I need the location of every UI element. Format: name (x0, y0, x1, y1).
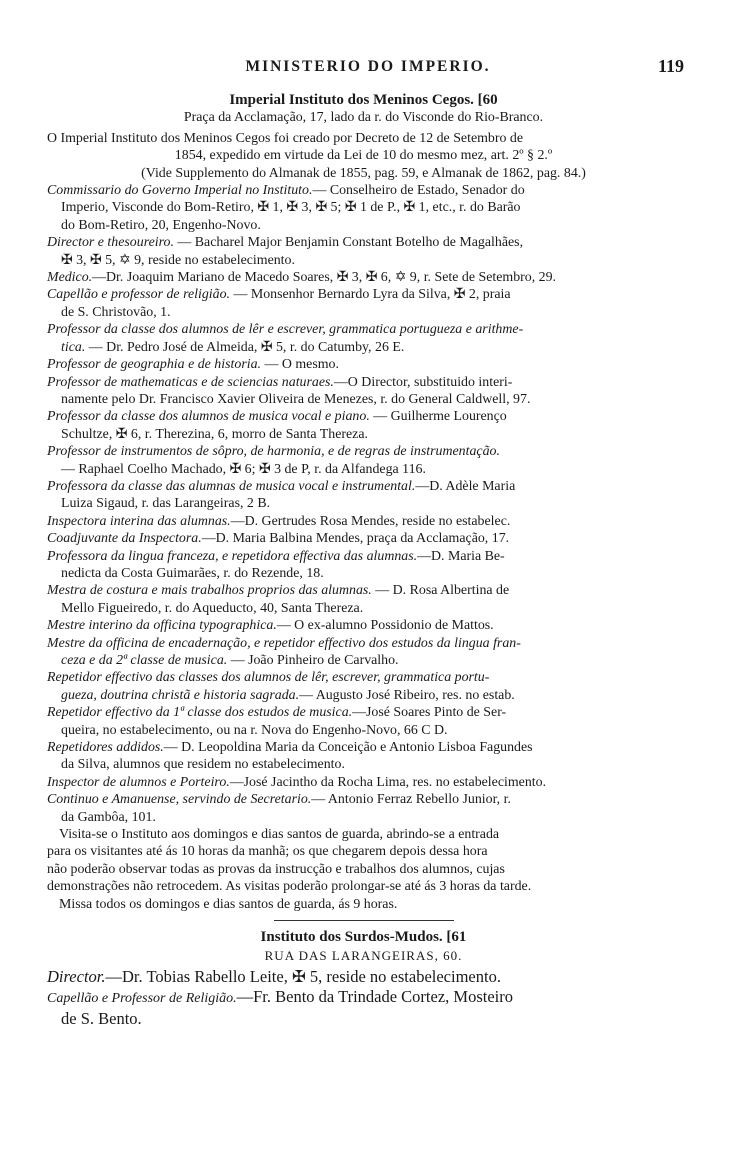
staff-entry (47, 513, 680, 530)
entry-text: — Antonio Ferraz Rebello Junior, r. (311, 792, 511, 808)
entry-label: Coadjuvante da Inspectora. (47, 531, 202, 547)
entry-text: Mello Figueiredo, r. do Aqueducto, 40, Santa Thereza. (61, 600, 364, 616)
entry-label: tica. (61, 339, 86, 355)
entry-text: da Silva, alumnos que residem no estabelecimento. (61, 757, 345, 773)
staff-entry (47, 617, 680, 634)
staff-entry (47, 286, 680, 303)
entry-text: —Fr. Bento da Trindade Cortez, Mosteiro (236, 986, 513, 1006)
entry-label: Inspectora interina das alumnas. (47, 513, 231, 529)
entry-label: Inspector de alumnos e Porteiro. (47, 774, 230, 790)
entry-text: —O Director, substituido interi- (333, 374, 513, 390)
staff-entry (47, 967, 680, 987)
entry-label: Professora da classe das alumnas de musica vocal e instrumental. (47, 478, 416, 494)
entry-text: —D. Gertrudes Rosa Mendes, reside no estabelec. (230, 513, 511, 529)
entry-text: da Gambôa, 101. (61, 809, 156, 825)
entry-text: — D. Rosa Albertina de (375, 583, 510, 599)
entry-label: Medico. (47, 270, 93, 286)
entry-text: — Conselheiro de Estado, Senador do (312, 183, 525, 199)
entry-text: — Guilherme Lourenço (373, 409, 507, 425)
entry-text: de S. Christovão, 1. (61, 304, 171, 320)
entry-label: Director. (47, 966, 106, 986)
staff-entry (47, 234, 680, 251)
visiting-note: Visita-se o Instituto aos domingos e dias santos de guarda, abrindo-se a entrada (59, 827, 500, 843)
section-heading-cegos: Imperial Instituto dos Meninos Cegos. [60 (229, 92, 498, 108)
entry-label: Professor de mathematicas e de sciencias naturaes. (47, 374, 334, 390)
entry-text: —D. Adèle Maria (415, 478, 516, 494)
staff-entry (47, 182, 680, 199)
entry-text: —D. Maria Be- (417, 548, 505, 564)
entry-text: ✠ 3, ✠ 5, ✡ 9, reside no estabelecimento. (61, 252, 295, 268)
staff-entry (47, 791, 680, 808)
entry-label: Repetidor effectivo da 1ª classe dos estudos de musica. (47, 705, 353, 721)
entry-label: Continuo e Amanuense, servindo de Secretario. (47, 792, 312, 808)
running-head-title: MINISTERIO DO IMPERIO. (245, 58, 491, 75)
entry-label: Capellão e Professor de Religião. (47, 990, 237, 1006)
staff-entry (47, 774, 680, 791)
entry-text: — Dr. Pedro José de Almeida, ✠ 5, r. do Catumby, 26 E. (88, 339, 405, 355)
running-head (0, 58, 736, 84)
entry-label: Capellão e professor de religião. (47, 287, 231, 303)
staff-entry (47, 478, 680, 495)
entry-text: — Monsenhor Bernardo Lyra da Silva, ✠ 2, praia (233, 287, 511, 303)
staff-entry (47, 687, 680, 704)
entry-text: Imperio, Visconde do Bom-Retiro, ✠ 1, ✠ 3, ✠ 5; ✠ 1 de P., ✠ 1, etc., r. do Barão (61, 200, 521, 216)
mass-note: Missa todos os domingos e dias santos de guarda, ás 9 horas. (59, 896, 398, 912)
address-surdos: RUA DAS LARANGEIRAS, 60. (264, 947, 463, 963)
entry-text: Schultze, ✠ 6, r. Therezina, 6, morro de Santa Thereza. (61, 426, 368, 442)
staff-entry (47, 548, 680, 565)
address-cegos: Praça da Acclamação, 17, lado da r. do Visconde do Rio-Branco. (183, 110, 544, 126)
entry-text: queira, no estabelecimento, ou na r. Nova do Engenho-Novo, 66 C D. (61, 722, 448, 738)
entry-text: — D. Leopoldina Maria da Conceição e Antonio Lisboa Fagundes (163, 740, 533, 756)
intro-line: O Imperial Instituto dos Meninos Cegos foi creado por Decreto de 12 de Setembro de (47, 130, 524, 146)
section-divider (274, 920, 454, 921)
visiting-note: para os visitantes até ás 10 horas da manhã; os que chegarem depois dessa hora (47, 844, 488, 860)
staff-entry (47, 339, 680, 356)
staff-entry (47, 408, 680, 425)
entry-label: ceza e da 2ª classe de musica. (61, 653, 228, 668)
staff-entry (47, 269, 680, 286)
entry-text: — O ex-alumno Possidonio de Mattos. (276, 618, 494, 634)
entry-text: — Raphael Coelho Machado, ✠ 6; ✠ 3 de P, r. da Alfandega 116. (61, 461, 426, 477)
entry-label: gueza, doutrina christã e historia sagrada. (61, 687, 300, 703)
entry-label: Repetidores addidos. (47, 740, 164, 756)
entry-text: —José Jacintho da Rocha Lima, res. no estabelecimento. (229, 774, 547, 790)
entry-text: — O mesmo. (264, 357, 339, 373)
entry-text: namente pelo Dr. Francisco Xavier Oliveira de Menezes, r. do General Caldwell, 97. (61, 391, 531, 407)
vide-note: (Vide Supplemento do Almanak de 1855, pag. 59, e Almanak de 1862, pag. 84.) (141, 165, 586, 181)
entry-text: —Dr. Tobias Rabello Leite, ✠ 5, reside no estabelecimento. (105, 966, 501, 986)
entry-label: Professor da classe dos alumnos de lêr e escrever, grammatica portugueza e arithme- (47, 322, 524, 338)
intro-line: 1854, expedido em virtude da Lei de 10 do mesmo mez, art. 2º § 2.º (174, 148, 553, 164)
entry-label: Repetidor effectivo das classes dos alumnos de lêr, escrever, grammatica portu- (47, 670, 490, 686)
staff-entry (47, 652, 680, 669)
staff-entry (47, 582, 680, 599)
entry-label: Commissario do Governo Imperial no Instituto. (47, 183, 313, 199)
entry-text: — João Pinheiro de Carvalho. (230, 653, 399, 668)
page-number: 119 (657, 56, 684, 76)
staff-entry (47, 356, 680, 373)
entry-text: do Bom-Retiro, 20, Engenho-Novo. (61, 217, 261, 233)
staff-entry (47, 987, 680, 1009)
document-body (47, 90, 680, 1029)
entry-label: Director e thesoureiro. (47, 235, 174, 251)
entry-text: — Augusto José Ribeiro, res. no estab. (299, 687, 515, 703)
entry-label: Mestre da officina de encadernação, e repetidor effectivo dos estudos da lingua fran- (47, 635, 521, 651)
visiting-note: não poderão observar todas as provas da instrucção e trabalhos dos alumnos, cujas (47, 861, 505, 877)
entry-label: Professora da lingua franceza, e repetidora effectiva das alumnas. (47, 548, 418, 564)
staff-entry (47, 530, 680, 547)
entry-text: —Dr. Joaquim Mariano de Macedo Soares, ✠ 3, ✠ 6, ✡ 9, r. Sete de Setembro, 29. (92, 270, 557, 286)
visiting-note: demonstrações não retrocedem. As visitas poderão prolongar-se até ás 3 horas da tarde. (47, 879, 532, 895)
entry-text: de S. Bento. (61, 1008, 142, 1028)
entry-text: —D. Maria Balbina Mendes, praça da Acclamação, 17. (201, 531, 510, 547)
staff-entry (47, 704, 680, 721)
entry-text: nedicta da Costa Guimarães, r. do Rezende, 18. (61, 565, 324, 581)
entry-label: Professor de instrumentos de sôpro, de harmonia, e de regras de instrumentação. (47, 444, 500, 460)
entry-label: Professor de geographia e de historia. (47, 357, 262, 373)
entry-label: Professor da classe dos alumnos de musica vocal e piano. (47, 409, 370, 425)
section-heading-surdos: Instituto dos Surdos-Mudos. [61 (260, 929, 467, 946)
entry-text: —José Soares Pinto de Ser- (352, 705, 507, 721)
entry-text: Luiza Sigaud, r. das Larangeiras, 2 B. (61, 496, 271, 512)
entry-label: Mestra de costura e mais trabalhos proprios das alumnas. (47, 583, 372, 599)
entry-label: Mestre interino da officina typographica. (47, 618, 277, 634)
entry-text: — Bacharel Major Benjamin Constant Botelho de Magalhães, (177, 235, 524, 251)
staff-entry (47, 374, 680, 391)
staff-entry (47, 739, 680, 756)
